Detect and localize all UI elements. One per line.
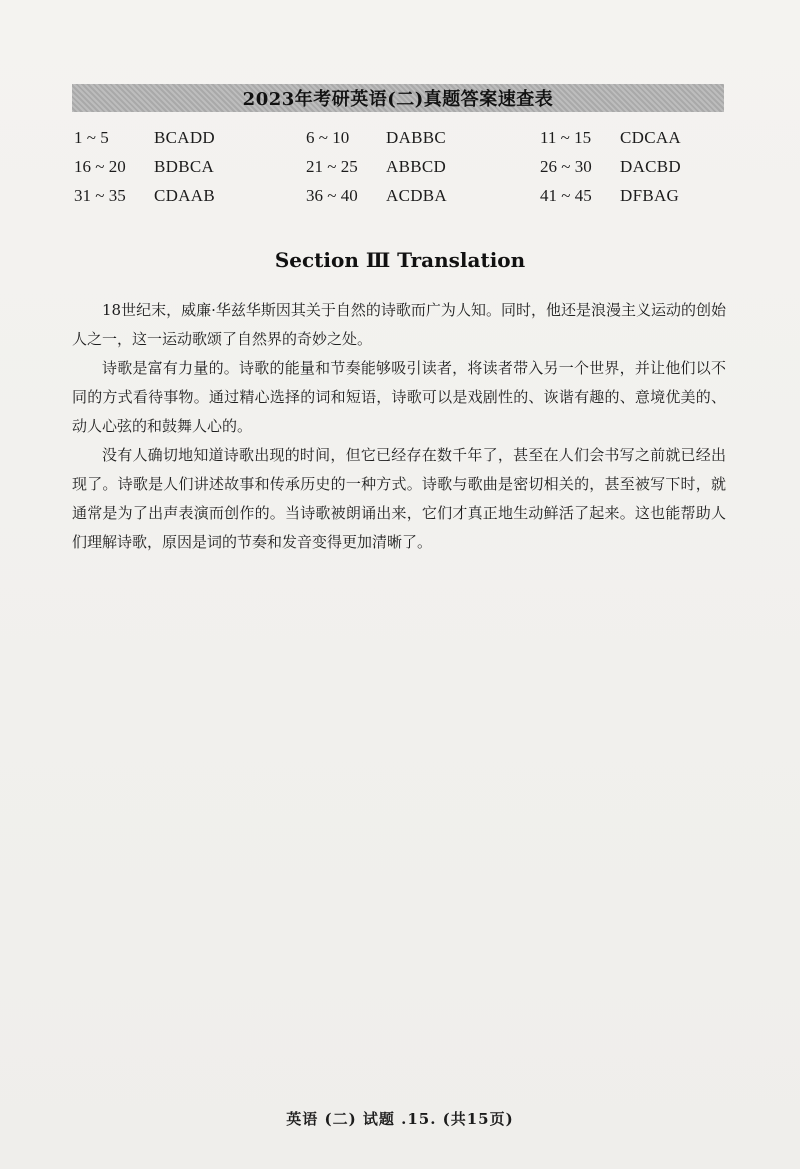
answer-group: [540, 128, 681, 148]
answer-keys: ABBCD: [386, 157, 447, 176]
answer-keys: CDAAB: [154, 186, 216, 205]
question-range: 41 ~ 45: [540, 186, 592, 205]
answer-group: [74, 157, 214, 177]
answer-group: [540, 186, 679, 206]
answer-keys: DABBC: [386, 128, 447, 147]
question-range: 21 ~ 25: [306, 157, 358, 176]
answer-keys: BDBCA: [154, 157, 215, 176]
answer-group: [74, 186, 215, 206]
answer-key-title: 2023年考研英语(二)真题答案速查表: [242, 89, 554, 110]
answer-group: [306, 186, 447, 206]
page-footer: 英语 (二) 试题 .15. (共15页): [286, 1110, 514, 1128]
answer-key-banner: [72, 84, 724, 112]
answer-group: [306, 157, 446, 177]
question-range: 6 ~ 10: [306, 128, 350, 147]
question-range: 11 ~ 15: [540, 128, 592, 147]
answer-keys: DACBD: [620, 157, 682, 176]
question-range: 16 ~ 20: [74, 157, 126, 176]
translation-paragraph: 没有人确切地知道诗歌出现的时间，但它已经存在数千年了，甚至在人们会书写之前就已经出现了。诗歌是人们讲述故事和传承历史的一种方式。诗歌与歌曲是密切相关的，甚至被写下时，就通常是为了出声表演而创作的。当诗歌被朗诵出来，它们才真正地生动鲜活了起来。这也能帮助人们理解诗歌，原因是词的节奏和发音变得更加清晰了。: [72, 446, 726, 551]
question-range: 31 ~ 35: [74, 186, 126, 205]
answer-keys: DFBAG: [620, 186, 680, 205]
answer-group: [74, 128, 215, 148]
answer-row: [74, 128, 724, 157]
answer-row: [74, 186, 724, 215]
answer-keys: BCADD: [154, 128, 216, 147]
translation-paragraph: 18世纪末，威廉·华兹华斯因其关于自然的诗歌而广为人知。同时，他还是浪漫主义运动的创始人之一，这一运动歌颂了自然界的奇妙之处。: [72, 301, 726, 348]
translation-body: [72, 296, 726, 557]
section-heading: Section Ⅲ Translation: [274, 248, 526, 272]
answer-key-table: [74, 128, 724, 215]
question-range: 26 ~ 30: [540, 157, 592, 176]
translation-paragraph: 诗歌是富有力量的。诗歌的能量和节奏能够吸引读者，将读者带入另一个世界，并让他们以不同的方式看待事物。通过精心选择的词和短语，诗歌可以是戏剧性的、诙谐有趣的、意境优美的、动人心弦的和鼓舞人心的。: [72, 359, 726, 435]
answer-keys: CDCAA: [620, 128, 682, 147]
answer-keys: ACDBA: [386, 186, 448, 205]
answer-group: [540, 157, 681, 177]
question-range: 1 ~ 5: [74, 128, 109, 147]
answer-row: [74, 157, 724, 186]
question-range: 36 ~ 40: [306, 186, 358, 205]
answer-group: [306, 128, 446, 148]
